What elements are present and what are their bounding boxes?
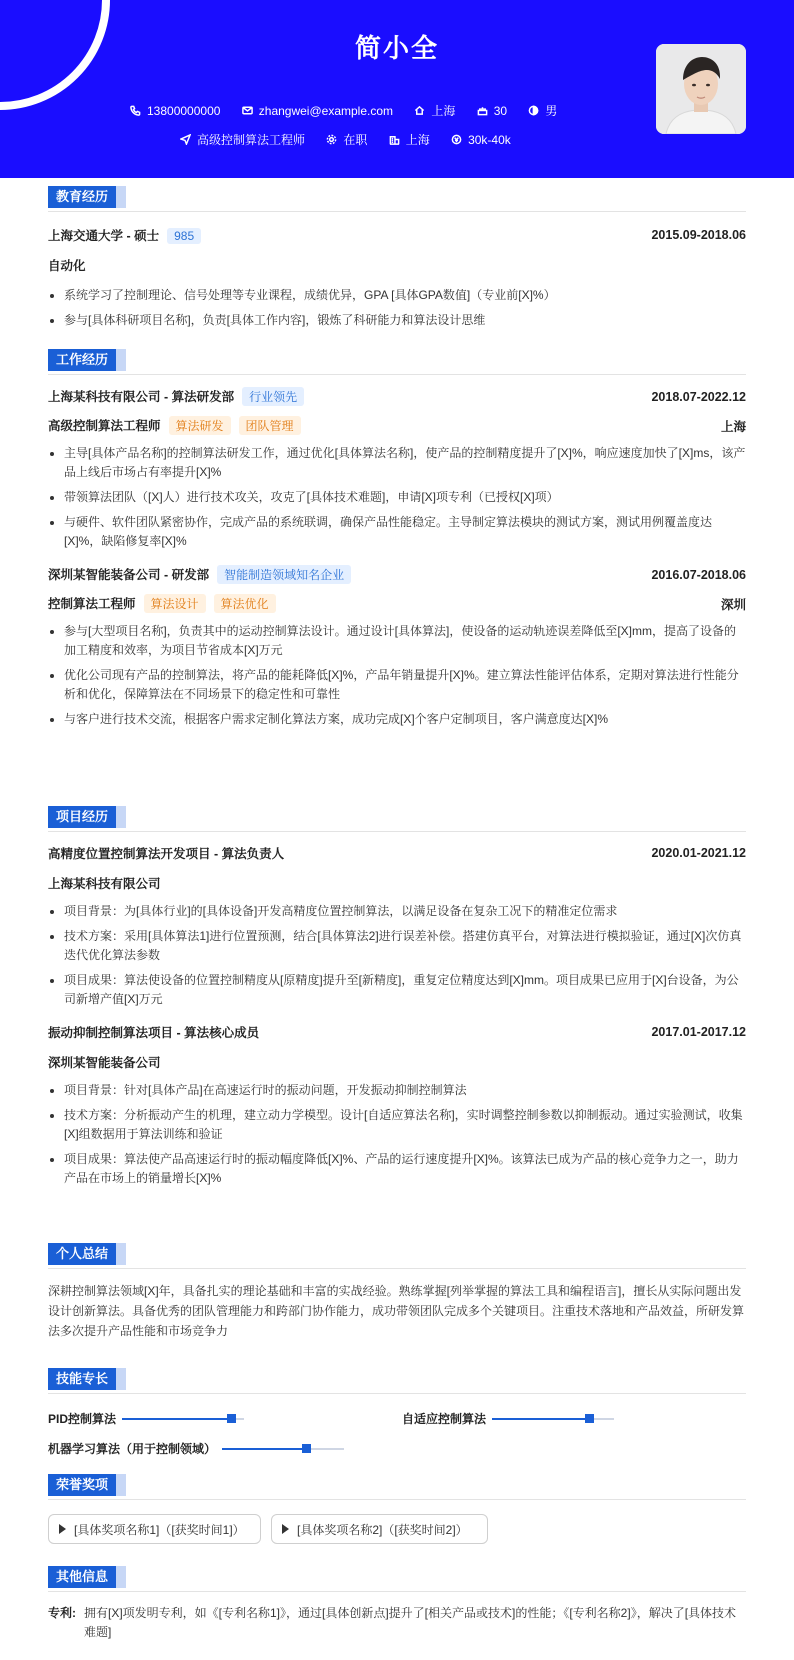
skills-section (48, 1368, 746, 1456)
project-company-row (48, 1053, 746, 1071)
building-icon (389, 134, 400, 145)
gender-icon (528, 105, 539, 116)
role-tag: 算法研发 (169, 416, 231, 435)
age-text: 30 (493, 103, 508, 118)
job-bullets (48, 444, 746, 551)
school-name: 上海交通大学 - 硕士 (48, 229, 160, 243)
email-item (242, 104, 393, 118)
skill-knob (585, 1414, 594, 1423)
job-entry (48, 387, 746, 551)
contact-row (130, 102, 575, 119)
project-date: 2017.01-2017.12 (651, 1025, 746, 1039)
gender-item (528, 102, 557, 119)
gear-icon (326, 134, 337, 145)
skill-bar (492, 1418, 614, 1420)
project-name: 高精度位置控制算法开发项目 - 算法负责人 (48, 847, 285, 861)
skill-bar (122, 1418, 244, 1420)
job-date: 2016.07-2018.06 (651, 567, 746, 582)
project-entry (48, 844, 746, 1009)
list-item: 技术方案：分析振动产生的机理，建立动力学模型。设计[自适应算法名称]，实时调整控制参数以抑制振动。通过实验测试，收集[X]组数据用于算法训练和验证 (48, 1106, 746, 1144)
list-item: 项目成果：算法使设备的位置控制精度从[原精度]提升至[新精度]，重复定位精度达到[X]mm。项目成果已应用于[X]台设备，为公司新增产值[X]万元 (48, 971, 746, 1009)
project-company: 深圳某智能装备公司 (48, 1056, 161, 1070)
triangle-right-icon (59, 1524, 66, 1534)
skill-item (402, 1410, 614, 1427)
list-item: 与硬件、软件团队紧密协作，完成产品的系统联调，确保产品性能稳定。主导制定算法模块的测试方案，测试用例覆盖度达[X]%，缺陷修复率[X]% (48, 513, 746, 551)
role-tag: 算法优化 (214, 594, 276, 613)
resume-header (0, 0, 794, 178)
award-item: [具体奖项名称2]（[获奖时间2]） (271, 1514, 488, 1544)
list-item: 系统学习了控制理论、信号处理等专业课程，成绩优异，GPA [具体GPA数值]（专业前[X]%） (48, 286, 746, 305)
home-icon (414, 105, 425, 116)
projects-title: 项目经历 (48, 806, 746, 832)
gender-text: 男 (545, 104, 558, 118)
list-item: 项目背景：为[具体行业]的[具体设备]开发高精度位置控制算法，以满足设备在复杂工况下的精准定位需求 (48, 902, 746, 921)
major-name: 自动化 (48, 259, 86, 273)
work-city-text: 上海 (405, 133, 430, 147)
status-text: 在职 (343, 133, 368, 147)
list-item: 参与[大型项目名称]，负责其中的运动控制算法设计。通过设计[具体算法]，使设备的运动轨迹误差降低至[X]mm，提高了设备的加工精度和效率，为项目节省成本[X]万元 (48, 622, 746, 660)
education-section (48, 186, 746, 330)
work-title: 工作经历 (48, 349, 746, 375)
job-intent-row (180, 131, 529, 148)
other-title: 其他信息 (48, 1566, 746, 1592)
salary-text: 30k-40k (468, 132, 511, 147)
send-icon (180, 134, 191, 145)
education-date: 2015.09-2018.06 (651, 228, 746, 242)
skill-knob (227, 1414, 236, 1423)
company-name: 上海某科技有限公司 - 算法研发部 (48, 390, 235, 404)
education-entry-head (48, 226, 746, 244)
job-location: 上海 (720, 419, 746, 434)
project-bullets (48, 902, 746, 1009)
project-name: 振动抑制控制算法项目 - 算法核心成员 (48, 1026, 260, 1040)
job-head (48, 565, 746, 584)
education-title: 教育经历 (48, 186, 746, 212)
job-bullets (48, 622, 746, 729)
project-head (48, 1023, 746, 1041)
job-role-row (48, 416, 746, 435)
other-section (48, 1566, 746, 1642)
skill-item (48, 1410, 244, 1427)
mail-icon (242, 105, 253, 116)
candidate-name: 简小全 (354, 33, 439, 63)
list-item: 项目成果：算法使产品高速运行时的振动幅度降低[X]%、产品的运行速度提升[X]%。该算法已成为产品的核心竞争力之一，助力产品在市场上的销量增长[X]% (48, 1150, 746, 1188)
cake-icon (477, 105, 488, 116)
list-item: 主导[具体产品名称]的控制算法研发工作，通过优化[具体算法名称]，使产品的控制精度提升了[X]%，响应速度加快了[X]ms，该产品上线后市场占有率提升[X]% (48, 444, 746, 482)
projects-section (48, 806, 746, 1188)
list-item: 技术方案：采用[具体算法1]进行位置预测，结合[具体算法2]进行误差补偿。搭建仿真平台，对算法进行模拟验证，通过[X]次仿真迭代优化算法参数 (48, 927, 746, 965)
summary-section (48, 1243, 746, 1341)
skill-item (48, 1440, 344, 1457)
project-date: 2020.01-2021.12 (651, 846, 746, 860)
company-badge: 智能制造领域知名企业 (217, 565, 351, 584)
phone-icon (130, 105, 141, 116)
role-tag: 算法设计 (144, 594, 206, 613)
skill-name: PID控制算法 (48, 1412, 117, 1426)
patent-row (48, 1604, 746, 1642)
job-location: 深圳 (720, 597, 746, 612)
phone-item (130, 104, 220, 118)
skill-bar (222, 1448, 344, 1450)
city-item (414, 102, 455, 119)
company-name: 深圳某智能装备公司 - 研发部 (48, 568, 210, 582)
award-item: [具体奖项名称1]（[获奖时间1]） (48, 1514, 261, 1544)
position-text: 高级控制算法工程师 (197, 133, 306, 147)
phone-text: 13800000000 (147, 103, 221, 118)
job-entry (48, 565, 746, 729)
skill-name: 机器学习算法（用于控制领域） (48, 1442, 217, 1456)
project-company: 上海某科技有限公司 (48, 877, 161, 891)
email-text: zhangwei@example.com (258, 103, 394, 118)
skill-name: 自适应控制算法 (402, 1412, 487, 1426)
job-head (48, 387, 746, 406)
job-role: 控制算法工程师 (48, 597, 136, 611)
project-company-row (48, 874, 746, 892)
school-badge: 985 (167, 228, 201, 244)
awards-title: 荣誉奖项 (48, 1474, 746, 1500)
education-bullets (48, 286, 746, 330)
role-tag: 团队管理 (239, 416, 301, 435)
major-row (48, 256, 746, 274)
awards-section (48, 1474, 746, 1546)
work-section (48, 349, 746, 729)
list-item: 与客户进行技术交流，根据客户需求定制化算法方案，成功完成[X]个客户定制项目，客户满意度达[X]% (48, 710, 746, 729)
skills-title: 技能专长 (48, 1368, 746, 1394)
work-city-item (389, 131, 430, 148)
salary-item (451, 133, 511, 147)
status-item (326, 131, 367, 148)
summary-title: 个人总结 (48, 1243, 746, 1269)
list-item: 参与[具体科研项目名称]，负责[具体工作内容]，锻炼了科研能力和算法设计思维 (48, 311, 746, 330)
job-role: 高级控制算法工程师 (48, 419, 161, 433)
project-head (48, 844, 746, 862)
city-text: 上海 (431, 104, 456, 118)
project-entry (48, 1023, 746, 1188)
list-item: 项目背景：针对[具体产品]在高速运行时的振动问题，开发振动抑制控制算法 (48, 1081, 746, 1100)
awards-list (48, 1514, 746, 1546)
patent-label: 专利: (48, 1606, 76, 1620)
coin-icon (451, 134, 462, 145)
summary-text: 深耕控制算法领域[X]年，具备扎实的理论基础和丰富的实战经验。熟练掌握[列举掌握的算法工具和编程语言]，擅长从实际问题出发设计创新算法。具备优秀的团队管理能力和跨部门协作能力，成功带领团队完成多个关键项目。注重技术落地和产品效益，所研发算法多次提升产品性能和市场竞争力 (48, 1284, 745, 1338)
job-role-row (48, 594, 746, 613)
triangle-right-icon (282, 1524, 289, 1534)
list-item: 带领算法团队（[X]人）进行技术攻关，攻克了[具体技术难题]，申请[X]项专利（已授权[X]项） (48, 488, 746, 507)
list-item: 优化公司现有产品的控制算法，将产品的能耗降低[X]%，产品年销量提升[X]%。建立算法性能评估体系，定期对算法进行性能分析和优化，保障算法在不同场景下的稳定性和可靠性 (48, 666, 746, 704)
age-item (477, 104, 507, 118)
patent-text: 拥有[X]项发明专利，如《[专利名称1]》，通过[具体创新点]提升了[相关产品或技术]的性能；《[专利名称2]》，解决了[具体技术难题] (84, 1606, 737, 1639)
job-date: 2018.07-2022.12 (651, 389, 746, 404)
project-bullets (48, 1081, 746, 1188)
skill-knob (302, 1444, 311, 1453)
position-item (180, 131, 305, 148)
avatar-photo (656, 44, 746, 134)
company-badge: 行业领先 (242, 387, 304, 406)
